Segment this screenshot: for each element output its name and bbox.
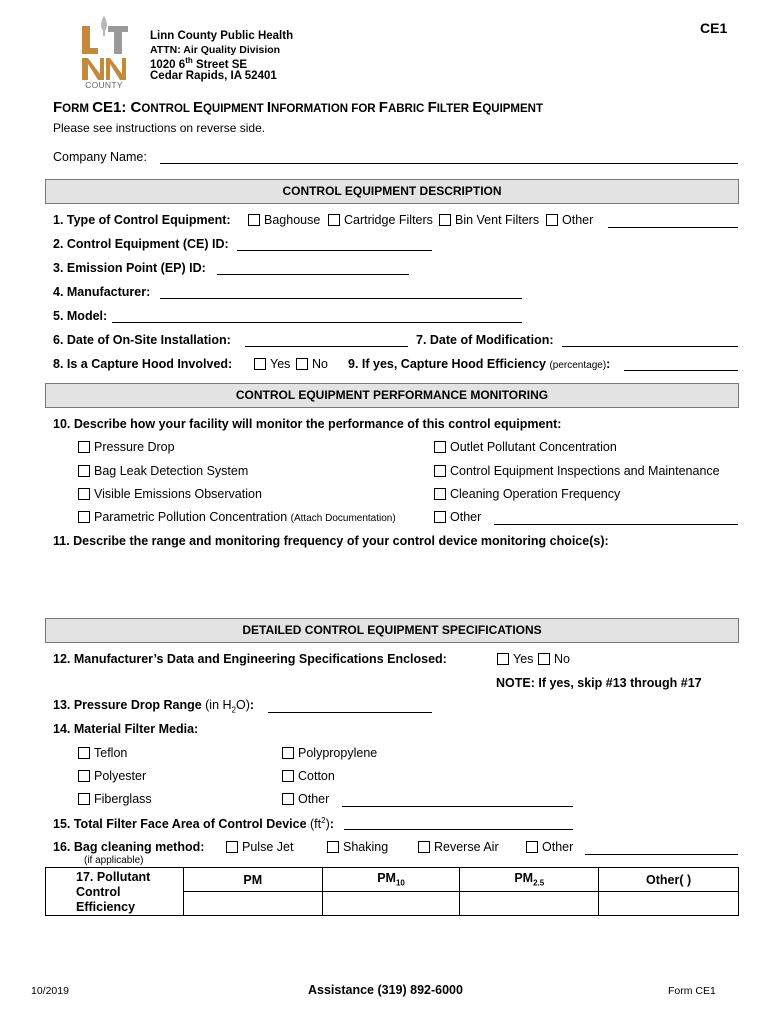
q15-label: 15. Total Filter Face Area of Control Device $(ft^2)$: xyxy=(53,816,334,832)
q14-other-field[interactable] xyxy=(342,806,573,807)
q11-label: 11. Describe the range and monitoring frequency of your control device monitoring choice(s): xyxy=(53,534,609,548)
checkbox[interactable] xyxy=(78,441,90,453)
q17-header-pm: PM xyxy=(183,868,322,892)
q14-option-cotton[interactable]: Cotton xyxy=(282,769,335,783)
company-label: Company Name: xyxy=(53,150,147,164)
section-monitoring-header: CONTROL EQUIPMENT PERFORMANCE MONITORING xyxy=(45,383,739,408)
checkbox[interactable] xyxy=(439,214,451,226)
checkbox[interactable] xyxy=(78,747,90,759)
agency-city: Cedar Rapids, IA 52401 xyxy=(150,70,277,82)
q7-field[interactable] xyxy=(562,346,738,347)
q14-option-polyester[interactable]: Polyester xyxy=(78,769,146,783)
q5-label: 5. Model: xyxy=(53,309,108,323)
section-description-header: CONTROL EQUIPMENT DESCRIPTION xyxy=(45,179,739,204)
q1-option-other[interactable]: Other xyxy=(546,213,593,227)
agency-attn: ATTN: Air Quality Division xyxy=(150,44,281,56)
q10-option-bag-leak[interactable]: Bag Leak Detection System xyxy=(78,464,248,478)
q14-option-other[interactable]: Other xyxy=(282,792,329,806)
q17-pm10-cell[interactable] xyxy=(322,892,460,916)
agency-name: Linn County Public Health xyxy=(150,30,294,42)
q8-yes[interactable]: Yes xyxy=(254,357,290,371)
q10-option-inspections[interactable]: Control Equipment Inspections and Maintenance xyxy=(434,464,720,478)
checkbox[interactable] xyxy=(434,511,446,523)
q16-option-other[interactable]: Other xyxy=(526,840,573,854)
q12-label: 12. Manufacturer’s Data and Engineering Specifications Enclosed: xyxy=(53,652,447,666)
section-specifications-header: DETAILED CONTROL EQUIPMENT SPECIFICATIONS xyxy=(45,618,739,643)
q16-note: (if applicable) xyxy=(84,855,144,866)
agency-street: 1020 6th Street SE xyxy=(150,56,248,71)
checkbox[interactable] xyxy=(254,358,266,370)
q10-option-visible-emissions[interactable]: Visible Emissions Observation xyxy=(78,487,262,501)
county-logo xyxy=(80,14,128,90)
q1-label: 1. Type of Control Equipment: xyxy=(53,213,231,227)
footer-date: 10/2019 xyxy=(31,985,69,997)
checkbox[interactable] xyxy=(538,653,550,665)
q8-no[interactable]: No xyxy=(296,357,328,371)
page-title: FORM CE1: CONTROL EQUIPMENT INFORMATION FOR FABRIC FILTER EQUIPMENT xyxy=(53,99,544,116)
logo-word: COUNTY xyxy=(85,80,123,90)
checkbox[interactable] xyxy=(497,653,509,665)
q17-header-other: Other( ) xyxy=(599,868,739,892)
q1-option-cartridge[interactable]: Cartridge Filters xyxy=(328,213,433,227)
checkbox[interactable] xyxy=(296,358,308,370)
checkbox[interactable] xyxy=(418,841,430,853)
q6-field[interactable] xyxy=(245,346,408,347)
q17-other-cell[interactable] xyxy=(599,892,739,916)
q12-note: NOTE: If yes, skip #13 through #17 xyxy=(496,676,702,690)
checkbox[interactable] xyxy=(78,770,90,782)
q14-option-polypropylene[interactable]: Polypropylene xyxy=(282,746,377,760)
q10-other-field[interactable] xyxy=(494,524,738,525)
q6-label: 6. Date of On-Site Installation: xyxy=(53,333,231,347)
q15-field[interactable] xyxy=(344,829,573,830)
q10-option-parametric[interactable]: Parametric Pollution Concentration (Attach Documentation) xyxy=(78,510,396,524)
checkbox[interactable] xyxy=(434,488,446,500)
q3-field[interactable] xyxy=(217,274,409,275)
q13-field[interactable] xyxy=(268,712,432,713)
q17-header-pm25: $PM_{2.5}$ xyxy=(460,868,599,892)
q7-label: 7. Date of Modification: xyxy=(416,333,554,347)
footer-assistance: Assistance (319) 892-6000 xyxy=(308,983,463,997)
q16-option-shaking[interactable]: Shaking xyxy=(327,840,388,854)
checkbox[interactable] xyxy=(282,793,294,805)
q9-field[interactable] xyxy=(624,370,738,371)
q8-label: 8. Is a Capture Hood Involved: xyxy=(53,357,233,371)
q2-label: 2. Control Equipment (CE) ID: xyxy=(53,237,229,251)
footer-form: Form CE1 xyxy=(668,985,716,997)
q16-option-reverse-air[interactable]: Reverse Air xyxy=(418,840,499,854)
q5-field[interactable] xyxy=(112,322,522,323)
checkbox[interactable] xyxy=(248,214,260,226)
q14-option-fiberglass[interactable]: Fiberglass xyxy=(78,792,152,806)
q9-label: 9. If yes, Capture Hood Efficiency (percentage): xyxy=(348,357,611,371)
q10-option-other[interactable]: Other xyxy=(434,510,481,524)
q17-header-pm10: $PM_{10}$ xyxy=(322,868,460,892)
q17-efficiency-table xyxy=(45,867,739,916)
checkbox[interactable] xyxy=(78,488,90,500)
checkbox[interactable] xyxy=(526,841,538,853)
wheat-icon xyxy=(80,14,128,90)
q13-label: 13. Pressure Drop Range (in $H_2O$): xyxy=(53,698,255,715)
q4-label: 4. Manufacturer: xyxy=(53,285,151,299)
q1-option-baghouse[interactable]: Baghouse xyxy=(248,213,320,227)
checkbox[interactable] xyxy=(78,793,90,805)
q3-label: 3. Emission Point (EP) ID: xyxy=(53,261,206,275)
checkbox[interactable] xyxy=(434,441,446,453)
q10-option-outlet-concentration[interactable]: Outlet Pollutant Concentration xyxy=(434,440,617,454)
q12-no[interactable]: No xyxy=(538,652,570,666)
q1-other-field[interactable] xyxy=(608,227,738,228)
form-code: CE1 xyxy=(700,20,728,36)
q10-option-pressure-drop[interactable]: Pressure Drop xyxy=(78,440,175,454)
q10-label: 10. Describe how your facility will monitor the performance of this control equipment: xyxy=(53,417,562,431)
checkbox[interactable] xyxy=(546,214,558,226)
checkbox[interactable] xyxy=(434,465,446,477)
q1-option-binvent[interactable]: Bin Vent Filters xyxy=(439,213,539,227)
q16-other-field[interactable] xyxy=(585,854,738,855)
checkbox[interactable] xyxy=(282,770,294,782)
q14-option-teflon[interactable]: Teflon xyxy=(78,746,127,760)
q17-pm-cell[interactable] xyxy=(183,892,322,916)
q17-pm25-cell[interactable] xyxy=(460,892,599,916)
checkbox[interactable] xyxy=(327,841,339,853)
checkbox[interactable] xyxy=(78,465,90,477)
checkbox[interactable] xyxy=(78,511,90,523)
checkbox[interactable] xyxy=(226,841,238,853)
page-subtitle: Please see instructions on reverse side. xyxy=(53,121,266,135)
q16-option-pulse-jet[interactable]: Pulse Jet xyxy=(226,840,293,854)
q10-option-cleaning-frequency[interactable]: Cleaning Operation Frequency xyxy=(434,487,620,501)
q4-field[interactable] xyxy=(160,298,522,299)
q12-yes[interactable]: Yes xyxy=(497,652,533,666)
company-name-field[interactable] xyxy=(160,163,738,164)
q2-field[interactable] xyxy=(237,250,432,251)
q16-label: 16. Bag cleaning method: xyxy=(53,840,205,854)
checkbox[interactable] xyxy=(282,747,294,759)
q17-label: 17. Pollutant Control Efficiency xyxy=(46,868,184,916)
q11-answer-area[interactable] xyxy=(53,552,739,612)
checkbox[interactable] xyxy=(328,214,340,226)
q14-label: 14. Material Filter Media: xyxy=(53,722,199,736)
